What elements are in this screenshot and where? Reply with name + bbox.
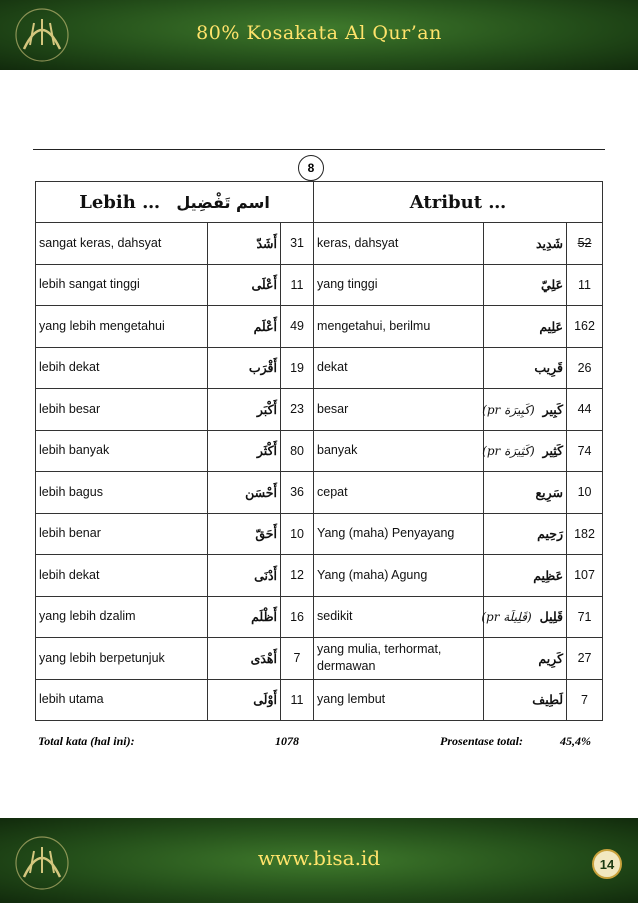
left-arabic-cell: أَعْلَم — [208, 306, 281, 348]
left-arabic-cell: أَكْبَر — [208, 389, 281, 431]
left-meaning-cell: lebih dekat — [36, 555, 208, 597]
right-count-cell: 44 — [567, 389, 603, 431]
totals-bar — [38, 734, 602, 752]
left-arabic-cell: أَحَقّ — [208, 513, 281, 555]
left-meaning-cell: lebih dekat — [36, 347, 208, 389]
table-row — [36, 223, 603, 265]
left-meaning-cell: yang lebih mengetahui — [36, 306, 208, 348]
percent-label: Prosentase total: — [440, 734, 523, 748]
table-row — [36, 638, 603, 680]
right-arabic-cell — [484, 513, 567, 555]
right-arabic-cell — [484, 472, 567, 514]
left-arabic-cell: أَظْلَم — [208, 596, 281, 638]
left-count-cell: 11 — [281, 264, 314, 306]
right-count-cell: 71 — [567, 596, 603, 638]
right-count-cell: 107 — [567, 555, 603, 597]
left-count-cell: 36 — [281, 472, 314, 514]
left-arabic-cell: أَقْرَب — [208, 347, 281, 389]
table-row — [36, 264, 603, 306]
arabic-word: عَظِيم — [533, 568, 564, 583]
right-count-cell: 52 — [567, 223, 603, 265]
left-meaning-cell: yang lebih dzalim — [36, 596, 208, 638]
right-meaning-cell: banyak — [314, 430, 484, 472]
left-meaning-cell: lebih bagus — [36, 472, 208, 514]
left-count-cell: 80 — [281, 430, 314, 472]
right-heading: Atribut … — [314, 182, 603, 223]
arabic-word: قَلِيل — [539, 610, 564, 625]
right-arabic-cell — [481, 596, 567, 638]
arabic-word: عَلِيّ — [541, 278, 564, 293]
right-meaning-cell: yang tinggi — [314, 264, 484, 306]
arabic-word: قَرِيب — [534, 361, 564, 376]
page-footer — [0, 818, 638, 903]
percent-value: 45,4% — [560, 734, 591, 748]
total-value: 1078 — [275, 734, 299, 748]
arabic-word: شَدِيد — [535, 236, 564, 251]
left-count-cell: 23 — [281, 389, 314, 431]
right-meaning-cell: yang mulia, terhormat, dermawan — [314, 638, 484, 680]
vocabulary-table — [35, 181, 603, 721]
right-arabic-cell — [484, 264, 567, 306]
arabic-word: سَرِيع — [535, 485, 564, 500]
left-count-cell: 11 — [281, 679, 314, 721]
right-count-cell: 26 — [567, 347, 603, 389]
table-row — [36, 389, 603, 431]
right-count-cell: 182 — [567, 513, 603, 555]
right-arabic-cell — [484, 389, 567, 431]
right-meaning-cell: dekat — [314, 347, 484, 389]
total-label: Total kata (hal ini): — [38, 734, 135, 748]
right-count-cell: 27 — [567, 638, 603, 680]
left-meaning-cell: lebih banyak — [36, 430, 208, 472]
left-meaning-cell: sangat keras, dahsyat — [36, 223, 208, 265]
right-count-cell: 7 — [567, 679, 603, 721]
left-heading-label: Lebih … — [79, 191, 161, 213]
left-count-cell: 12 — [281, 555, 314, 597]
right-count-cell: 10 — [567, 472, 603, 514]
left-arabic-cell: أَعْلَى — [208, 264, 281, 306]
right-arabic-cell — [484, 223, 567, 265]
right-arabic-cell — [484, 638, 567, 680]
left-arabic-cell: أَكْثَر — [208, 430, 281, 472]
right-arabic-cell — [484, 347, 567, 389]
arabic-word: كَبِير — [542, 402, 564, 417]
left-heading-arabic: اسم تَفْضِيل — [176, 192, 270, 212]
page-number-badge: 14 — [592, 849, 622, 879]
plural-note: (كَبِيرَة pr) — [482, 402, 535, 417]
table-row — [36, 555, 603, 597]
table-row — [36, 306, 603, 348]
plural-note: (كَثِيرَة pr) — [482, 444, 535, 459]
left-meaning-cell: yang lebih berpetunjuk — [36, 638, 208, 680]
left-meaning-cell: lebih utama — [36, 679, 208, 721]
header-title: 80% Kosakata Al Qur’an — [196, 22, 442, 44]
left-count-cell: 16 — [281, 596, 314, 638]
arabic-word: عَلِيم — [539, 319, 564, 334]
arabic-word: كَثِير — [542, 444, 564, 459]
table-row — [36, 513, 603, 555]
logo-ornament — [12, 833, 72, 893]
left-count-cell: 49 — [281, 306, 314, 348]
left-arabic-cell: أَشَدّ — [208, 223, 281, 265]
right-meaning-cell: sedikit — [314, 596, 484, 638]
table-row — [36, 596, 603, 638]
right-count-cell: 74 — [567, 430, 603, 472]
right-arabic-cell — [484, 430, 567, 472]
left-count-cell: 19 — [281, 347, 314, 389]
arabic-word: كَرِيم — [538, 651, 564, 666]
right-meaning-cell: besar — [314, 389, 484, 431]
table-row — [36, 679, 603, 721]
top-rule — [33, 149, 605, 150]
arabic-word: رَحِيم — [537, 527, 564, 542]
left-arabic-cell: أَحْسَن — [208, 472, 281, 514]
right-meaning-cell: mengetahui, berilmu — [314, 306, 484, 348]
right-arabic-cell — [484, 679, 567, 721]
table-row — [36, 430, 603, 472]
right-arabic-cell — [484, 306, 567, 348]
left-count-cell: 7 — [281, 638, 314, 680]
right-count-cell: 11 — [567, 264, 603, 306]
left-count-cell: 31 — [281, 223, 314, 265]
left-meaning-cell: lebih besar — [36, 389, 208, 431]
right-count-cell: 162 — [567, 306, 603, 348]
right-meaning-cell: Yang (maha) Penyayang — [314, 513, 484, 555]
right-meaning-cell: yang lembut — [314, 679, 484, 721]
section-number: 8 — [298, 155, 324, 181]
quran-logo — [12, 833, 72, 893]
left-heading — [36, 182, 314, 223]
right-meaning-cell: Yang (maha) Agung — [314, 555, 484, 597]
page-header — [0, 0, 638, 70]
right-meaning-cell: cepat — [314, 472, 484, 514]
table-header-row — [36, 182, 603, 223]
right-arabic-cell — [484, 555, 567, 597]
left-meaning-cell: lebih benar — [36, 513, 208, 555]
left-meaning-cell: lebih sangat tinggi — [36, 264, 208, 306]
plural-note: (قَلِيلَة pr) — [481, 610, 532, 625]
left-arabic-cell: أَهْدَى — [208, 638, 281, 680]
table-row — [36, 347, 603, 389]
right-meaning-cell: keras, dahsyat — [314, 223, 484, 265]
arabic-word: لَطِيف — [532, 693, 564, 708]
left-arabic-cell: أَدْنَى — [208, 555, 281, 597]
table-row — [36, 472, 603, 514]
left-count-cell: 10 — [281, 513, 314, 555]
left-arabic-cell: أَوْلَى — [208, 679, 281, 721]
website-url[interactable]: www.bisa.id — [257, 846, 381, 870]
